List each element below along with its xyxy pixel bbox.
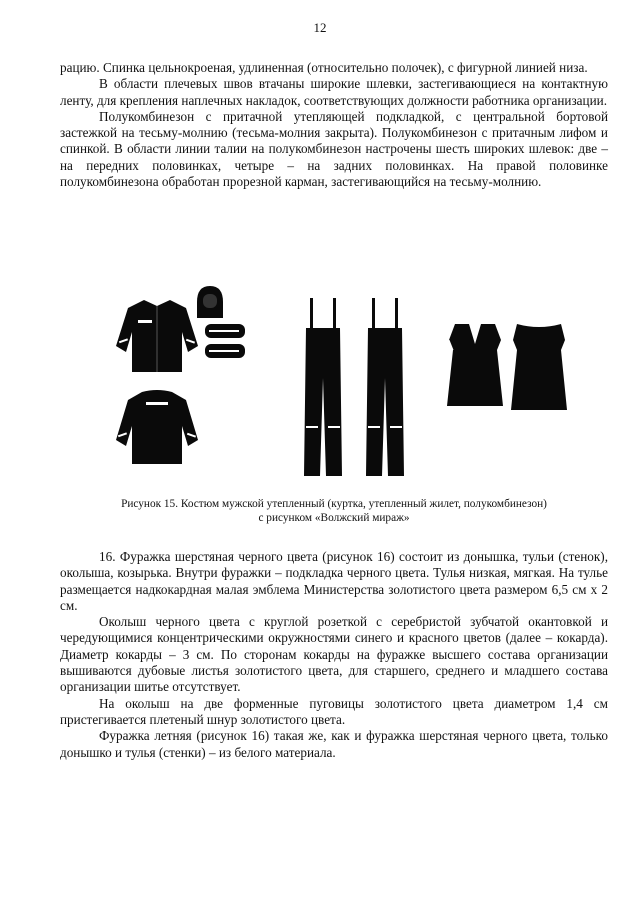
overalls-front-strap-right [333,298,336,332]
hood-opening [203,294,217,308]
vest-front-illustration [443,320,507,410]
bottom-text-block [60,549,608,761]
jacket-back-illustration [112,388,202,468]
figure-15 [0,270,640,480]
jacket-back-reflective-stripe [146,402,168,405]
figure-caption [60,497,608,525]
overalls-back-illustration [362,298,408,478]
hood-illustration [193,284,227,322]
overalls-front-body [304,328,342,476]
paragraph-overalls: Полукомбинезон с притачной утепляющей подкладкой, с центральной бортовой застежкой на тесьму-молнию (тесьма-молния закрыта). Полукомбинезон с притачным лифом и спинкой. В области линии талии на полукомбинезон настрочены шесть широких шлевок: две – на передних половинках, четыре – на задних половинках. На правой половинке полукомбинезона обработан прорезной карман, застегивающийся на тесьму-молнию. [60,108,608,190]
overalls-back-strap-left [372,298,375,332]
jacket-back-body [116,390,198,464]
vest-front-body [447,324,503,406]
paragraph-cap-cord: На околыш на две форменные пуговицы золотистого цвета диаметром 1,4 см пристегивается плетеный шнур золотистого цвета. [60,695,608,727]
overalls-back-body [366,328,404,476]
page-number: 12 [313,20,327,35]
vest-back-illustration [507,320,571,414]
overalls-front-knee-stripe [306,426,318,428]
overalls-front-strap-left [310,298,313,332]
overalls-back-knee-stripe [368,426,380,428]
overalls-front-illustration [300,298,346,478]
overalls-back-knee-stripe-right [390,426,402,428]
overalls-back-strap-right [395,298,398,332]
paragraph-cap-band: Околыш черного цвета с круглой розеткой с серебристой зубчатой окантовкой и чередующимися концентрическими окружностями синего и красного цветов (далее – кокарда). Диаметр кокарды – 3 см. По сторонам кокарды на фуражке высшего состава организации вышиваются дубовые листья золотистого цвета, для старшего, среднего и младшего состава организации шитье отсутствует. [60,614,608,695]
jacket-front-reflective-stripe [138,320,152,323]
paragraph-summer-cap: Фуражка летняя (рисунок 16) такая же, как и фуражка шерстяная черного цвета, только донышко и тулья (стенки) – из белого материала. [60,728,608,760]
figure-caption-line-2: с рисунком «Волжский мираж» [258,512,410,524]
collar-piece-top-stripe [209,330,239,332]
overalls-front-knee-stripe-right [328,426,340,428]
paragraph-continuation: рацию. Спинка цельнокроеная, удлиненная (относительно полочек), с фигурной линией низа. [60,60,588,75]
jacket-front-illustration [112,296,202,376]
top-text-block [60,60,608,190]
collar-pieces-illustration [203,322,247,362]
paragraph-wool-cap: 16. Фуражка шерстяная черного цвета (рисунок 16) состоит из донышка, тульи (стенок), околыша, козырька. Внутри фуражки – подкладка черного цвета. Тулья низкая, мягкая. На тулье размещается надкокардная малая эмблема Министерства золотистого цвета размером 6,5 см х 2 см. [60,549,608,613]
paragraph-shoulder-loops: В области плечевых швов втачаны широкие шлевки, застегивающиеся на контактную ленту, для крепления наплечных накладок, соответствующих должности работника организации. [60,76,608,108]
figure-caption-line-1: Рисунок 15. Костюм мужской утепленный (куртка, утепленный жилет, полукомбинезон) [121,498,547,510]
collar-piece-bottom-stripe [209,350,239,352]
vest-back-body [511,324,567,410]
